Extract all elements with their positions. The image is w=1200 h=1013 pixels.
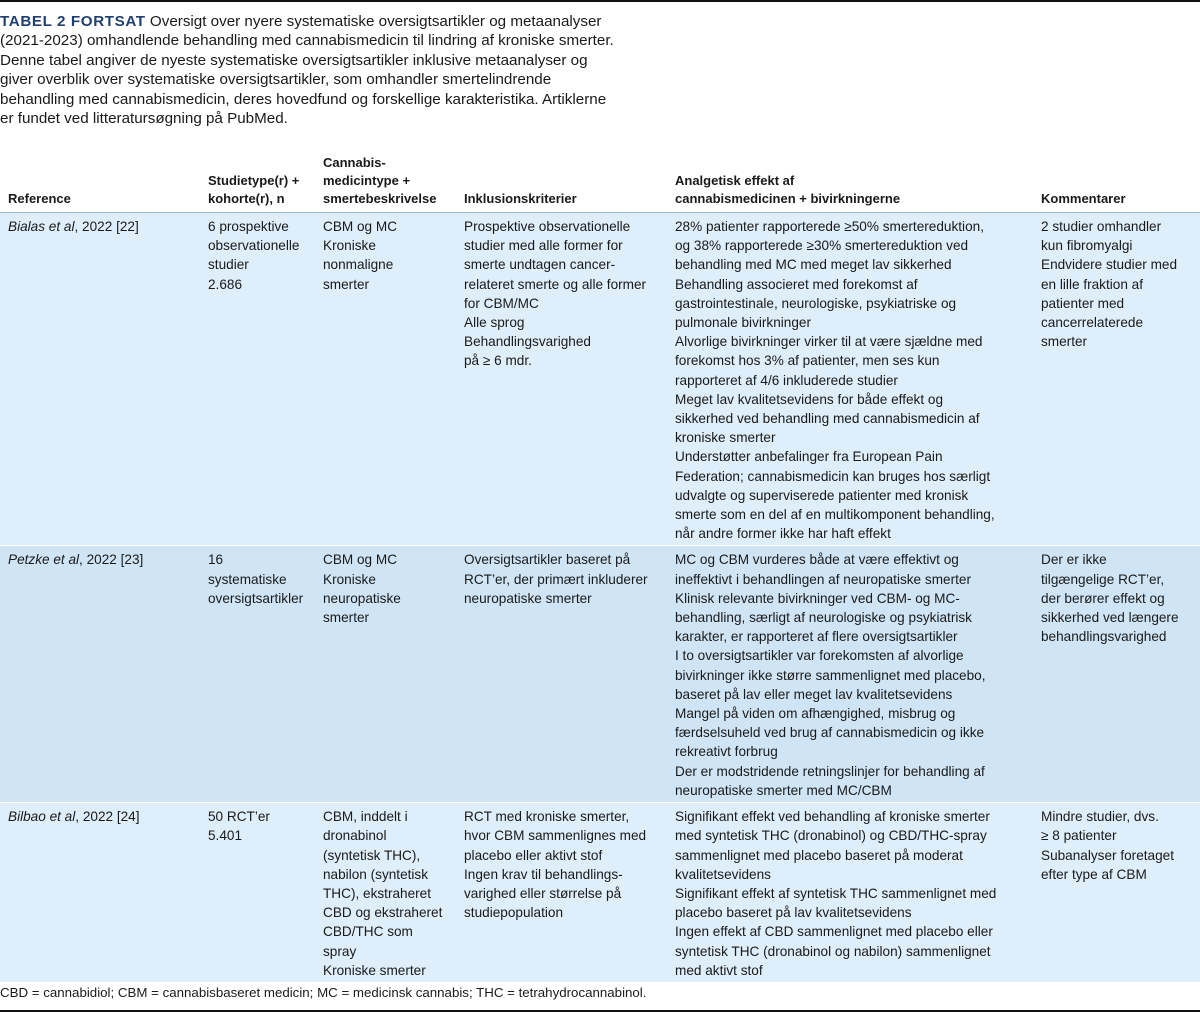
cell-effekt	[667, 546, 1033, 803]
cell-line: kvalitetsevidens	[675, 866, 771, 882]
cell-line: bivirkninger ikke større sammenlignet med placebo,	[675, 667, 986, 683]
cell-line: baseret på lav eller meget lav kvalitetsevidens	[675, 686, 953, 702]
cell-line: CBM, inddelt i	[323, 809, 408, 825]
cell-line: på ≥ 6 mdr.	[464, 353, 532, 369]
cell-line: en lille fraktion af	[1041, 276, 1144, 292]
cell-inklusion	[456, 803, 667, 983]
cell-line: Mindre studier, dvs.	[1041, 809, 1159, 825]
cell-line: forekomst hos 3% af patienter, men ses kun	[675, 353, 940, 369]
top-rule	[0, 0, 1200, 2]
cell-line: smerter	[323, 276, 370, 292]
caption-line: Oversigt over nyere systematiske oversigtsartikler og metaanalyser	[145, 13, 602, 30]
cell-line: studiepopulation	[464, 905, 564, 921]
caption-line: giver overblik over systematiske oversigtsartikler, som omhandler smertelindrende	[0, 71, 552, 89]
cell-line: RCT med kroniske smerter,	[464, 809, 630, 825]
cell-line: CBM og MC	[323, 552, 398, 568]
cell-line: CBD/THC som	[323, 924, 413, 940]
cell-line: dronabinol	[323, 828, 387, 844]
cell-line: Federation; cannabismedicin kan bruges hos særligt	[675, 468, 991, 484]
cell-line: for CBM/MC	[464, 295, 539, 311]
cell-line: tilgængelige RCT’er,	[1041, 571, 1165, 587]
caption-line: (2021-2023) omhandlende behandling med cannabismedicin til lindring af kroniske smerter.	[0, 32, 614, 50]
cell-line: relateret smerte og alle former	[464, 276, 647, 292]
cell-line: Kroniske smerter	[323, 962, 426, 978]
cell-line: sammenlignet med placebo baseret på moderat	[675, 847, 963, 863]
header-medicintype: Cannabis- medicintype + smertebeskrivelse	[315, 152, 456, 213]
cell-line: RCT’er, der primært inkluderer	[464, 571, 648, 587]
cell-medicintype	[315, 213, 456, 546]
bottom-rule	[0, 1010, 1200, 1012]
cell-line: udvalgte og superviserede patienter med kronisk	[675, 487, 969, 503]
cell-line: og 38% rapporterede ≥30% smertereduktion ved	[675, 238, 969, 254]
cell-line: Behandlingsvarighed	[464, 334, 591, 350]
cell-line: efter type af CBM	[1041, 866, 1147, 882]
cell-line: 2.686	[208, 276, 243, 292]
cell-line: færdselsuheld ved brug af cannabismedicin og ikke	[675, 725, 985, 741]
cell-line: Kroniske	[323, 238, 376, 254]
cell-line: Behandling associeret med forekomst af	[675, 276, 918, 292]
cell-line: Ingen krav til behandlings-	[464, 866, 623, 882]
caption-line: behandling med cannabismedicin, deres hovedfund og forskellige karakteristika. Artiklerne	[0, 90, 607, 108]
cell-studietype	[200, 546, 315, 803]
cell-line: smerter	[1041, 334, 1088, 350]
cell-inklusion	[456, 213, 667, 546]
cell-effekt	[667, 803, 1033, 983]
cell-line: CBM og MC	[323, 219, 398, 234]
cell-line: Ingen effekt af CBD sammenlignet med placebo eller	[675, 924, 993, 940]
cell-line: kun fibromyalgi	[1041, 238, 1133, 254]
header-effekt: Analgetisk effekt af cannabismedicinen + bivirkningerne	[667, 152, 1033, 213]
header-inklusion: Inklusionskriterier	[456, 152, 667, 213]
cell-line: Signifikant effekt ved behandling af kroniske smerter	[675, 809, 990, 825]
caption-line: er fundet ved litteratursøgning på PubMed.	[0, 110, 288, 128]
cell-medicintype	[315, 546, 456, 803]
cell-line: placebo baseret på lav kvalitetsevidens	[675, 905, 912, 921]
cell-line: 28% patienter rapporterede ≥50% smertereduktion,	[675, 219, 984, 234]
cell-line: når andre former ikke har haft effekt	[675, 526, 891, 542]
cell-line: placebo eller aktivt stof	[464, 847, 603, 863]
cell-line: 50 RCT’er	[208, 809, 270, 825]
cell-line: (syntetisk THC),	[323, 847, 421, 863]
cell-line: pulmonale bivirkninger	[675, 315, 812, 331]
cell-line: 16	[208, 552, 224, 568]
cell-line: neuropatiske smerter	[464, 590, 592, 606]
cell-line: Oversigtsartikler baseret på	[464, 552, 631, 568]
cell-line: behandlingsvarighed	[1041, 629, 1167, 645]
cell-line: Signifikant effekt af syntetisk THC sammenlignet med	[675, 885, 997, 901]
header-kommentarer: Kommentarer	[1033, 152, 1200, 213]
table-row	[0, 213, 1200, 546]
cell-line: Der er modstridende retningslinjer for behandling af	[675, 763, 985, 779]
cell-line: karakter, er rapporteret af flere oversigtsartikler	[675, 629, 958, 645]
cell-line: THC), ekstraheret	[323, 885, 432, 901]
cell-kommentarer	[1033, 546, 1200, 803]
header-studietype: Studietype(r) + kohorte(r), n	[200, 152, 315, 213]
cell-line: Alle sprog	[464, 315, 525, 331]
cell-line: studier med alle former for	[464, 238, 623, 254]
cell-line: Understøtter anbefalinger fra European Pain	[675, 449, 943, 465]
cell-line: patienter med	[1041, 295, 1125, 311]
cell-line: behandling, særligt af neurologiske og psykiatrisk	[675, 610, 972, 626]
cell-line: kroniske smerter	[675, 430, 776, 446]
cell-line: rapporteret af 4/6 inkluderede studier	[675, 372, 898, 388]
cell-line: Alvorlige bivirkninger virker til at være sjældne med	[675, 334, 983, 350]
cell-reference: Bialas et al, 2022 [22]	[0, 213, 200, 546]
cell-line: observationelle	[208, 238, 300, 254]
cell-line: der berører effekt og	[1041, 590, 1165, 606]
cell-line: nabilon (syntetisk	[323, 866, 429, 882]
cell-line: Kroniske	[323, 571, 376, 587]
cell-line: neuropatiske	[323, 590, 401, 606]
cell-reference: Bilbao et al, 2022 [24]	[0, 803, 200, 983]
cell-line: 6 prospektive	[208, 219, 289, 234]
cell-studietype	[200, 213, 315, 546]
cell-line: 5.401	[208, 828, 243, 844]
cell-line: sikkerhed ved længere	[1041, 610, 1179, 626]
cell-line: studier	[208, 257, 249, 273]
cell-line: systematiske	[208, 571, 287, 587]
cell-line: ≥ 8 patienter	[1041, 828, 1117, 844]
cell-line: smerter	[323, 610, 370, 626]
cell-effekt	[667, 213, 1033, 546]
cell-line: behandling med MC med meget lav sikkerhed	[675, 257, 952, 273]
caption-label: TABEL 2 FORTSAT	[0, 13, 146, 30]
cell-kommentarer	[1033, 803, 1200, 983]
cell-line: Endvidere studier med	[1041, 257, 1178, 273]
cell-line: hvor CBM sammenlignes med	[464, 828, 647, 844]
cell-line: Der er ikke	[1041, 552, 1107, 568]
table-row	[0, 546, 1200, 803]
cell-line: varighed eller størrelse på	[464, 885, 622, 901]
cell-line: syntetisk THC (dronabinol og nabilon) sammenlignet	[675, 943, 991, 959]
table-footnote: CBD = cannabidiol; CBM = cannabisbaseret medicin; MC = medicinsk cannabis; THC = tetrahydrocannabinol.	[0, 985, 647, 1000]
cell-reference: Petzke et al, 2022 [23]	[0, 546, 200, 803]
cell-line: cancerrelaterede	[1041, 315, 1144, 331]
cell-line: rekreativt forbrug	[675, 744, 778, 760]
header-row	[0, 152, 1200, 213]
review-table	[0, 152, 1200, 983]
cell-line: spray	[323, 943, 357, 959]
cell-line: Subanalyser foretaget	[1041, 847, 1175, 863]
cell-line: nonmaligne	[323, 257, 394, 273]
cell-line: med aktivt stof	[675, 962, 763, 978]
cell-line: oversigtsartikler	[208, 590, 304, 606]
table-caption	[0, 12, 690, 128]
cell-line: CBD og ekstraheret	[323, 905, 443, 921]
cell-inklusion	[456, 546, 667, 803]
cell-line: gastrointestinale, neurologiske, psykiatriske og	[675, 295, 957, 311]
caption-line: Denne tabel angiver de nyeste systematiske oversigtsartikler inklusive metaanalyser og	[0, 51, 588, 69]
table-row	[0, 803, 1200, 983]
cell-line: I to oversigtsartikler var forekomsten af alvorlige	[675, 648, 964, 664]
cell-line: smerte som en del af en multikomponent behandling,	[675, 507, 995, 523]
cell-studietype	[200, 803, 315, 983]
cell-kommentarer	[1033, 213, 1200, 546]
cell-line: 2 studier omhandler	[1041, 219, 1162, 234]
cell-medicintype	[315, 803, 456, 983]
cell-line: med syntetisk THC (dronabinol) og CBD/THC-spray	[675, 828, 987, 844]
cell-line: MC og CBM vurderes både at være effektivt og	[675, 552, 959, 568]
cell-line: Meget lav kvalitetsevidens for både effekt og	[675, 391, 944, 407]
cell-line: neuropatiske smerter med MC/CBM	[675, 782, 892, 798]
header-reference: Reference	[0, 152, 200, 213]
cell-line: sikkerhed ved behandling med cannabismedicin af	[675, 411, 980, 427]
cell-line: ineffektivt i behandlingen af neuropatiske smerter	[675, 571, 971, 587]
cell-line: Mangel på viden om afhængighed, misbrug og	[675, 706, 956, 722]
cell-line: Klinisk relevante bivirkninger ved CBM- og MC-	[675, 590, 960, 606]
cell-line: Prospektive observationelle	[464, 219, 631, 234]
cell-line: smerte undtagen cancer-	[464, 257, 616, 273]
